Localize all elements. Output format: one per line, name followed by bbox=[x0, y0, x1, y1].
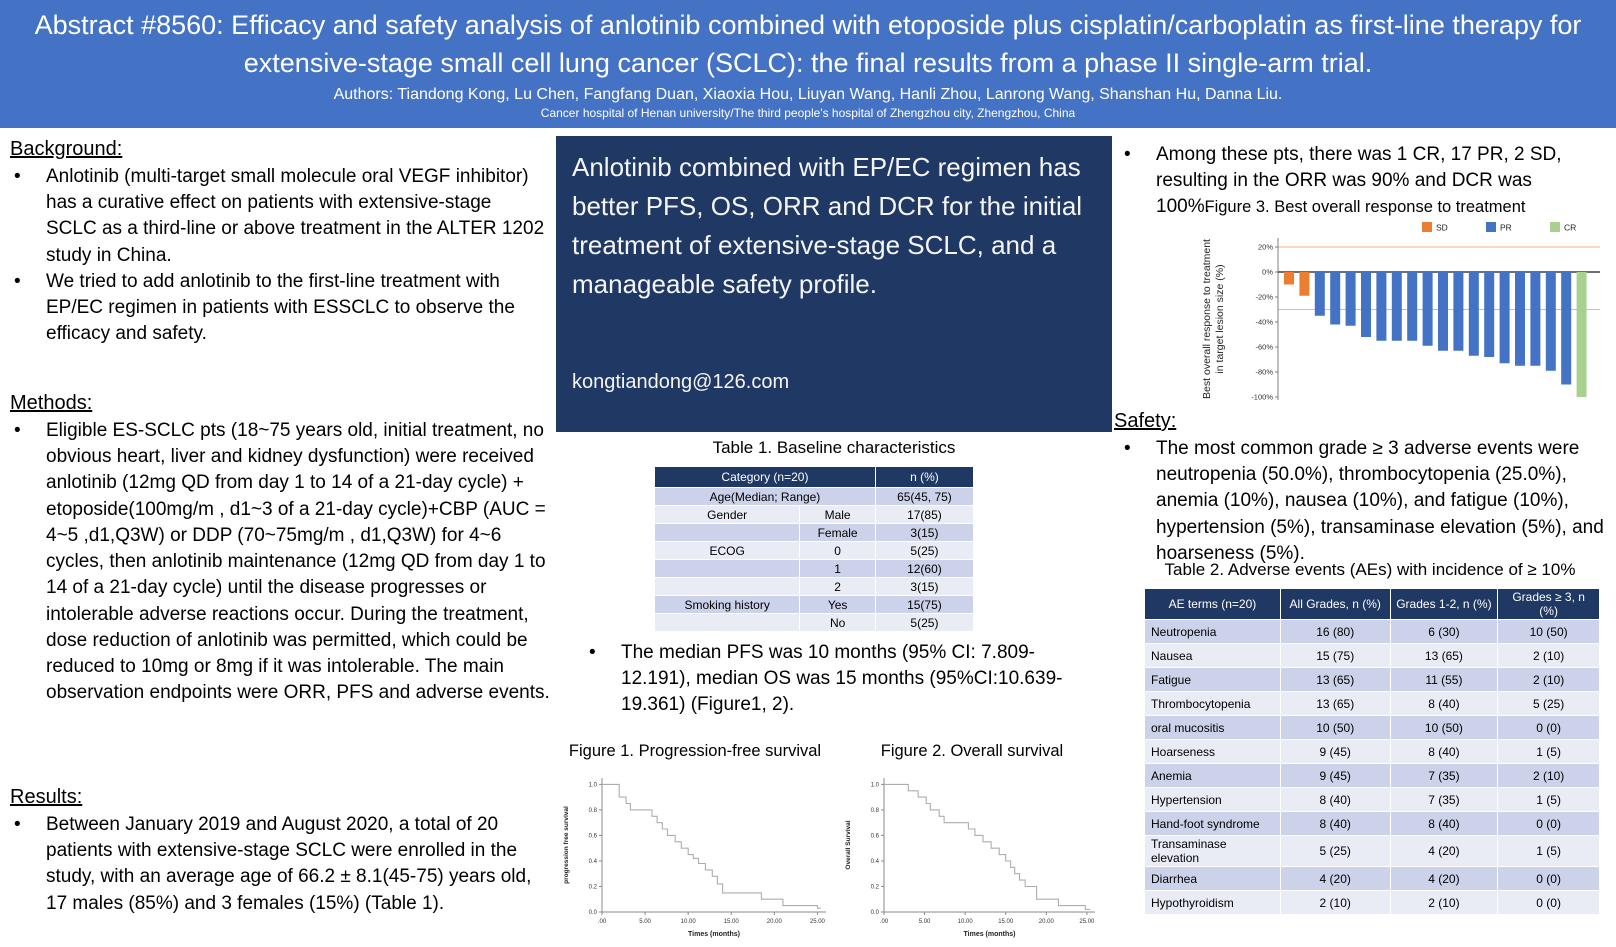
table-row bbox=[655, 524, 974, 542]
table1-cell bbox=[655, 578, 800, 596]
table1-cell: 3(15) bbox=[875, 524, 973, 542]
table2-header: Grades ≥ 3, n (%) bbox=[1498, 589, 1600, 620]
ae-value: 1 (5) bbox=[1498, 788, 1600, 812]
methods-section bbox=[10, 392, 555, 706]
ae-value: 1 (5) bbox=[1498, 836, 1600, 867]
svg-text:10.00: 10.00 bbox=[680, 919, 696, 925]
svg-text:5.00: 5.00 bbox=[918, 919, 931, 925]
svg-text:Best overall response to treat: Best overall response to treatment bbox=[1201, 239, 1213, 399]
svg-text:0.4: 0.4 bbox=[870, 858, 879, 865]
table-row bbox=[655, 560, 974, 578]
ae-value: 10 (50) bbox=[1390, 716, 1498, 740]
table1-cell: 1 bbox=[800, 560, 876, 578]
table1-cell: 0 bbox=[800, 542, 876, 560]
ae-value: 4 (20) bbox=[1390, 867, 1498, 891]
svg-text:25.00: 25.00 bbox=[1079, 919, 1095, 925]
svg-text:progression free survival: progression free survival bbox=[563, 806, 570, 884]
svg-text:0.8: 0.8 bbox=[870, 807, 879, 814]
table1-cell: Age(Median; Range) bbox=[655, 488, 876, 506]
table1-title: Table 1. Baseline characteristics bbox=[712, 438, 956, 457]
ae-value: 9 (45) bbox=[1280, 740, 1390, 764]
table2-header: All Grades, n (%) bbox=[1280, 589, 1390, 620]
ae-value: 8 (40) bbox=[1390, 812, 1498, 836]
ae-value: 0 (0) bbox=[1498, 891, 1600, 915]
svg-text:0.2: 0.2 bbox=[870, 884, 879, 891]
conclusion-text: Anlotinib combined with EP/EC regimen has better PFS, OS, ORR and DCR for the initial treatment of extensive-stage SCLC, and a manageable safety profile. bbox=[572, 152, 1083, 299]
ae-value: 5 (25) bbox=[1280, 836, 1390, 867]
figure2-caption: Figure 2. Overall survival bbox=[880, 742, 1064, 760]
ae-term: Transaminase elevation bbox=[1145, 836, 1281, 867]
table-row bbox=[1145, 836, 1600, 867]
ae-value: 4 (20) bbox=[1280, 867, 1390, 891]
table-row bbox=[655, 506, 974, 524]
svg-text:CR: CR bbox=[1564, 222, 1577, 233]
ae-value: 7 (35) bbox=[1390, 788, 1498, 812]
ae-value: 2 (10) bbox=[1390, 891, 1498, 915]
ae-term: Diarrhea bbox=[1145, 867, 1281, 891]
table-row bbox=[1145, 740, 1600, 764]
table1-cell bbox=[655, 560, 800, 578]
svg-text:10.00: 10.00 bbox=[957, 919, 973, 925]
svg-text:PR: PR bbox=[1500, 222, 1512, 233]
svg-text:0.0: 0.0 bbox=[588, 910, 597, 916]
table-row bbox=[1145, 620, 1600, 644]
table1-cell: 5(25) bbox=[875, 542, 973, 560]
safety-heading: Safety: bbox=[1114, 410, 1177, 432]
ae-value: 2 (10) bbox=[1498, 764, 1600, 788]
svg-text:Overall Survival: Overall Survival bbox=[845, 820, 852, 870]
table-row bbox=[655, 614, 974, 632]
svg-text:.00: .00 bbox=[597, 919, 607, 925]
poster-title: Abstract #8560: Efficacy and safety analysis of anlotinib combined with etoposide plus cisplatin/carboplatin as first-line therapy for extensive-stage small cell lung cancer (SCLC): the final results from a phase II single-arm trial. bbox=[34, 10, 1582, 79]
baseline-table bbox=[654, 466, 974, 632]
table-row bbox=[655, 488, 974, 506]
table-row bbox=[1145, 692, 1600, 716]
ae-value: 8 (40) bbox=[1390, 740, 1498, 764]
svg-text:in target lesion size (%): in target lesion size (%) bbox=[1214, 264, 1226, 374]
svg-text:25.00: 25.00 bbox=[809, 919, 825, 925]
svg-text:-60%: -60% bbox=[1255, 342, 1273, 352]
ae-value: 1 (5) bbox=[1498, 740, 1600, 764]
results-bullet-1: • Between January 2019 and August 2020, a total of 20 patients with extensive-stage SCLC were enrolled in the study, with an average age of 66.2 ± 8.1(45-75) years old, 17 males (85%) and 3 females (15%) (Table 1). bbox=[10, 812, 555, 917]
ae-value: 10 (50) bbox=[1280, 716, 1390, 740]
table1-cell: 17(85) bbox=[875, 506, 973, 524]
background-bullet-1: • Anlotinib (multi-target small molecule oral VEGF inhibitor) has a curative effect on patients with extensive-stage SCLC as a third-line or above treatment in the ALTER 1202 study in China. bbox=[10, 164, 547, 269]
ae-term: Thrombocytopenia bbox=[1145, 692, 1281, 716]
ae-value: 13 (65) bbox=[1390, 644, 1498, 668]
adverse-events-table bbox=[1144, 588, 1600, 915]
svg-text:0.6: 0.6 bbox=[870, 833, 879, 840]
figure3-caption: Figure 3. Best overall response to treatment bbox=[1204, 198, 1526, 216]
svg-text:0.8: 0.8 bbox=[588, 807, 597, 814]
pfs-km-chart bbox=[558, 766, 836, 944]
ae-value: 2 (10) bbox=[1498, 644, 1600, 668]
svg-text:20.00: 20.00 bbox=[1038, 919, 1054, 925]
ae-term: Hand-foot syndrome bbox=[1145, 812, 1281, 836]
methods-heading: Methods: bbox=[10, 392, 93, 414]
figure1-caption: Figure 1. Progression-free survival bbox=[568, 742, 822, 760]
ae-value: 9 (45) bbox=[1280, 764, 1390, 788]
table1-cell: Male bbox=[800, 506, 876, 524]
response-bullet: • Among these pts, there was 1 CR, 17 PR, 2 SD, resulting in the ORR was 90% and DCR was 100%. bbox=[1120, 142, 1590, 221]
table1-cell bbox=[655, 614, 800, 632]
ae-table-body bbox=[1145, 620, 1600, 915]
table2-header: Grades 1-2, n (%) bbox=[1390, 589, 1498, 620]
table-row bbox=[1145, 867, 1600, 891]
ae-term: Neutropenia bbox=[1145, 620, 1281, 644]
svg-text:-40%: -40% bbox=[1255, 317, 1273, 327]
svg-text:-80%: -80% bbox=[1255, 367, 1273, 377]
ae-value: 7 (35) bbox=[1390, 764, 1498, 788]
affiliation-line: Cancer hospital of Henan university/The third people's hospital of Zhengzhou city, Zhengzhou, China bbox=[540, 105, 1076, 120]
pfs-os-bullet: • The median PFS was 10 months (95% CI: 7.809-12.191), median OS was 15 months (95%CI:10.639-19.361) (Figure1, 2). bbox=[585, 640, 1090, 719]
table-row bbox=[1145, 716, 1600, 740]
table1-cell: Smoking history bbox=[655, 596, 800, 614]
ae-value: 5 (25) bbox=[1498, 692, 1600, 716]
table1-cell: 15(75) bbox=[875, 596, 973, 614]
table-row bbox=[1145, 668, 1600, 692]
svg-text:15.00: 15.00 bbox=[723, 919, 739, 925]
svg-text:20%: 20% bbox=[1257, 242, 1273, 252]
conclusion-box bbox=[556, 136, 1112, 432]
table1-cell: Yes bbox=[800, 596, 876, 614]
ae-value: 13 (65) bbox=[1280, 668, 1390, 692]
svg-text:Times (months): Times (months) bbox=[688, 931, 740, 938]
ae-value: 6 (30) bbox=[1390, 620, 1498, 644]
ae-value: 0 (0) bbox=[1498, 812, 1600, 836]
ae-value: 8 (40) bbox=[1280, 812, 1390, 836]
ae-term: Anemia bbox=[1145, 764, 1281, 788]
safety-bullet: • The most common grade ≥ 3 adverse events were neutropenia (50.0%), thrombocytopenia (25.0%), anemia (10%), nausea (10%), and fatigue (10%), hypertension (5%), transaminase elevation (5%), and hoarseness (5%). bbox=[1120, 436, 1614, 567]
svg-text:SD: SD bbox=[1436, 222, 1448, 233]
ae-term: Nausea bbox=[1145, 644, 1281, 668]
table1-cell: Gender bbox=[655, 506, 800, 524]
background-section bbox=[10, 138, 547, 348]
table2-title: Table 2. Adverse events (AEs) with incidence of ≥ 10% bbox=[1164, 560, 1576, 579]
ae-value: 2 (10) bbox=[1280, 891, 1390, 915]
ae-value: 10 (50) bbox=[1498, 620, 1600, 644]
ae-value: 16 (80) bbox=[1280, 620, 1390, 644]
table1-header-n: n (%) bbox=[875, 467, 973, 488]
ae-term: Hoarseness bbox=[1145, 740, 1281, 764]
svg-text:0%: 0% bbox=[1262, 267, 1273, 277]
table1-cell bbox=[655, 524, 800, 542]
table-row bbox=[1145, 764, 1600, 788]
ae-term: Fatigue bbox=[1145, 668, 1281, 692]
table-header-row bbox=[655, 467, 974, 488]
svg-text:1.0: 1.0 bbox=[588, 782, 597, 789]
ae-value: 15 (75) bbox=[1280, 644, 1390, 668]
table-row bbox=[655, 578, 974, 596]
svg-text:5.00: 5.00 bbox=[639, 919, 651, 925]
ae-value: 11 (55) bbox=[1390, 668, 1498, 692]
svg-text:-20%: -20% bbox=[1255, 292, 1273, 302]
svg-text:0.2: 0.2 bbox=[588, 884, 597, 891]
svg-text:-100%: -100% bbox=[1251, 392, 1273, 402]
methods-bullet-1: • Eligible ES-SCLC pts (18~75 years old, initial treatment, no obvious heart, liver and kidney dysfunction) were received anlotinib (12mg QD from day 1 to 14 of a 21-day cycle) + etoposide(100mg/m , d1~3 of a 21-day cycle)+CBP (AUC = 4~5 ,d1,Q3W) or DDP (70~75mg/m , d1,Q3W) for 4~6 cycles, then anlotinib maintenance (12mg QD from day 1 to 14 of a 21-day cycle) until the disease progresses or intolerable adverse reactions occur. During the treatment, dose reduction of anlotinib was permitted, which could be reduced to 10mg or 8mg if it was intolerable. The main observation endpoints were ORR, PFS and adverse events. bbox=[10, 418, 555, 706]
authors-line: Authors: Tiandong Kong, Lu Chen, Fangfang Duan, Xiaoxia Hou, Liuyan Wang, Hanli Zhou, Lanrong Wang, Shanshan Hu, Danna Liu. bbox=[333, 85, 1283, 103]
ae-term: Hypertension bbox=[1145, 788, 1281, 812]
svg-text:0.0: 0.0 bbox=[870, 910, 879, 916]
svg-text:20.00: 20.00 bbox=[766, 919, 782, 925]
table1-cell: 3(15) bbox=[875, 578, 973, 596]
ae-value: 8 (40) bbox=[1390, 692, 1498, 716]
table1-cell: Female bbox=[800, 524, 876, 542]
svg-text:0.4: 0.4 bbox=[588, 858, 597, 865]
table1-header-category: Category (n=20) bbox=[655, 467, 876, 488]
ae-term: oral mucositis bbox=[1145, 716, 1281, 740]
table1-cell: No bbox=[800, 614, 876, 632]
svg-text:0.6: 0.6 bbox=[588, 833, 597, 840]
ae-value: 0 (0) bbox=[1498, 867, 1600, 891]
ae-value: 4 (20) bbox=[1390, 836, 1498, 867]
ae-value: 0 (0) bbox=[1498, 716, 1600, 740]
table1-cell: ECOG bbox=[655, 542, 800, 560]
results-section bbox=[10, 786, 555, 917]
svg-text:.00: .00 bbox=[879, 919, 889, 925]
background-bullet-2: • We tried to add anlotinib to the first-line treatment with EP/EC regimen in patients with ESSCLC to observe the efficacy and safety. bbox=[10, 269, 547, 348]
table1-cell: 5(25) bbox=[875, 614, 973, 632]
background-heading: Background: bbox=[10, 138, 123, 160]
contact-email: kongtiandong@126.com bbox=[572, 371, 790, 393]
table2-header: AE terms (n=20) bbox=[1145, 589, 1281, 620]
table-row bbox=[655, 542, 974, 560]
ae-term: Hypothyroidism bbox=[1145, 891, 1281, 915]
table1-cell: 2 bbox=[800, 578, 876, 596]
table1-cell: 65(45, 75) bbox=[875, 488, 973, 506]
table-row bbox=[1145, 644, 1600, 668]
os-km-chart bbox=[840, 766, 1105, 944]
svg-text:1.0: 1.0 bbox=[870, 782, 879, 789]
banner bbox=[0, 0, 1616, 128]
table-header-row bbox=[1145, 589, 1600, 620]
waterfall-chart bbox=[1196, 218, 1610, 406]
table-row bbox=[1145, 788, 1600, 812]
table-row bbox=[1145, 891, 1600, 915]
table-row bbox=[1145, 812, 1600, 836]
ae-value: 8 (40) bbox=[1280, 788, 1390, 812]
table-row bbox=[655, 596, 974, 614]
results-heading: Results: bbox=[10, 786, 83, 808]
ae-value: 13 (65) bbox=[1280, 692, 1390, 716]
svg-text:15.00: 15.00 bbox=[998, 919, 1014, 925]
ae-value: 2 (10) bbox=[1498, 668, 1600, 692]
svg-text:Times (months): Times (months) bbox=[963, 931, 1016, 938]
table1-cell: 12(60) bbox=[875, 560, 973, 578]
